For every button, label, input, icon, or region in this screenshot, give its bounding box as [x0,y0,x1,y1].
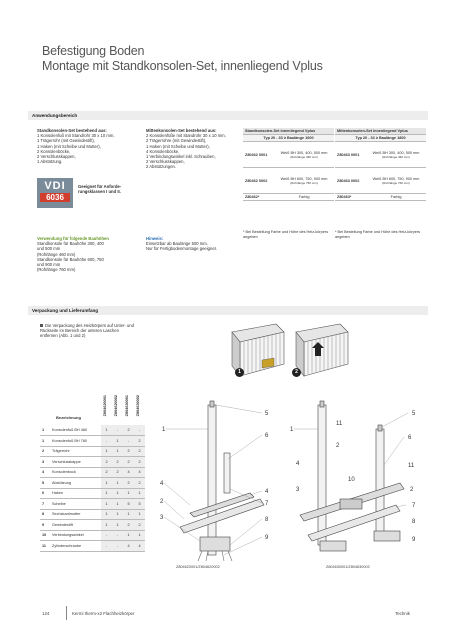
table1-code: Z80462 0001 [243,142,274,168]
part-name: Sechskantmutter [50,509,101,520]
svg-text:7: 7 [265,501,269,507]
part-qty: 2 [101,457,112,468]
parts-row [40,520,145,531]
parts-row [40,457,145,468]
set2-line: 2 Trägerrohre (mit Gewindestift), [146,138,207,144]
footer-product: Kermi therm-x2 Flachheizkörper [72,611,135,616]
svg-text:1: 1 [290,427,294,433]
svg-text:3: 3 [296,487,300,493]
part-qty: 2 [123,425,134,436]
set2-line: 2 Konsolenfüße mit Standrohr 30 x 10 mm, [146,133,226,139]
footer-divider [66,606,67,620]
set2-line: 2 Abstützungen. [146,164,177,170]
packaging-note: Die Verpackung des Heizkörpers auf Unter- und Rückseite im Bereich der unteren Laschen entfernen (Abb. 1 und 2) [40,323,134,339]
assembly-drawings [150,395,425,575]
svg-text:2: 2 [410,487,414,493]
svg-text:3: 3 [160,515,164,521]
svg-text:2: 2 [160,499,164,505]
part-number: 2 [40,446,50,457]
part-qty: - [134,425,145,436]
parts-row [40,478,145,489]
parts-row [40,425,145,436]
page-number: 124 [42,611,50,616]
parts-table-header [40,395,147,425]
part-name: Konsolenfuß BH 460 [50,425,101,436]
hinweis-block [146,236,242,252]
svg-text:2: 2 [336,443,340,449]
parts-row [40,530,145,541]
part-qty: - [101,541,112,552]
part-number: 7 [40,499,50,510]
part-qty: - [123,436,134,447]
parts-row [40,488,145,499]
parts-row [40,499,145,510]
part-qty: - [112,541,123,552]
part-qty: 1 [134,509,145,520]
verwendung-line: Standkonsole für Bauhöhe 300, 400 [37,241,104,247]
set2-line: 1 Verbindungswinkel inkl. Schrauben, [146,154,216,160]
part-name: Konsolenbock [50,467,101,478]
set1-line: 2 Verschlusskappen, [37,154,76,160]
part-name: Trägerrohr [50,446,101,457]
part-name: Konsolenfuß BH 760 [50,436,101,447]
part-qty: 1 [112,499,123,510]
svg-text:4: 4 [296,461,300,467]
svg-text:9: 9 [412,537,416,543]
part-qty: 2 [112,457,123,468]
part-qty: 1 [123,509,134,520]
part-qty: 2 [134,436,145,447]
table1-footnote: * Bei Bestellung Farbe und Höhe des Heiz-körpers angeben [243,230,329,240]
figure-number-2: 2 [292,368,301,377]
set1-line: 1 Haken (mit Scheibe und Mutter), [37,143,101,149]
table2-subheader: Typ 20 - 33 ≥ Baulänge 1800 [335,135,426,142]
vdi-logo-text: VDI [44,180,66,192]
verwendung-line: (Rohrlänge 460 mm) [37,251,76,257]
part-qty: 1 [112,436,123,447]
table1-desc: Farbig [274,194,334,201]
standkonsolen-set-list [37,128,137,164]
part-qty: 2 [123,520,134,531]
part-number: 1 [40,425,50,436]
parts-heading: Bezeichnung [56,415,81,420]
part-qty: 2 [134,520,145,531]
svg-text:6: 6 [265,433,269,439]
svg-text:8: 8 [412,519,416,525]
part-qty: 1 [112,520,123,531]
svg-text:6: 6 [408,435,412,441]
single-console-drawing [180,401,264,561]
verwendung-line: Standkonsole für Bauhöhe 600, 750 [37,256,104,262]
part-qty: 1 [112,446,123,457]
part-qty: 2 [123,446,134,457]
set2-heading: Mittenkonsolen-Set bestehend aus: [146,128,217,133]
table2-desc: Farbig [366,194,426,201]
part-qty: 2 [134,457,145,468]
part-number: 3 [40,457,50,468]
set2-line: 4 Konsolenböcke, [146,148,180,154]
vdi-logo-number: 6036 [40,193,70,202]
svg-text:9: 9 [265,535,269,541]
svg-text:1: 1 [162,427,166,433]
part-qty: - [101,436,112,447]
table2-desc: Weiß BH 600, 750, 900 mm (Rohrlänge 760 mm) [366,168,426,194]
part-qty: 5 [123,499,134,510]
verwendung-line: und 500 mm [37,246,61,252]
svg-text:5: 5 [265,411,269,417]
vdi-text: Geeignet für Anforde-rungsklassen I und II. [78,184,122,195]
part-number: 11 [40,541,50,552]
part-qty: 4 [134,541,145,552]
radiator-figure-2 [296,324,348,376]
table1-code: Z80462 0002 [243,168,274,194]
parts-col-header: Z804620001 [103,395,107,417]
set1-line: 1 Konsolenfuß mit Standrohr 30 x 10 mm, [37,133,115,139]
standkonsolen-table [243,128,334,201]
hinweis-line: Einsetzbar ab Baulänge 500 mm. [146,241,208,247]
table1-desc: Weiß BH 300, 400, 500 mm (Rohrlänge 460 mm) [274,142,334,168]
parts-table [40,425,145,552]
svg-text:4: 4 [160,481,164,487]
verwendung-line: (Rohrlänge 760 mm) [37,267,76,273]
set1-line: 2 Konsolenböcke, [37,148,71,154]
set1-line: 1 Trägerrohr (mit Gewindestift), [37,138,95,144]
mittenkonsolen-table [335,128,426,201]
parts-row [40,436,145,447]
parts-row [40,541,145,552]
set1-heading: Standkonsolen-Set bestehend aus: [37,128,107,133]
part-qty: 1 [101,509,112,520]
part-name: Verschlusskappe [50,457,101,468]
table2-code: Z80463 0001 [335,142,366,168]
svg-text:7: 7 [412,503,416,509]
page-title [42,44,323,74]
table2-code: Z80463* [335,194,366,201]
packaging-illustration [228,320,358,390]
verwendung-heading: Verwendung für folgende Bauhöhen [37,236,109,241]
part-qty: 2 [134,478,145,489]
part-qty: 2 [123,478,134,489]
parts-col-header: Z804630002 [136,395,140,417]
part-qty: 1 [134,488,145,499]
svg-text:8: 8 [265,517,269,523]
part-qty: 1 [101,499,112,510]
drawing-caption-1: Z804620001/Z804620002 [176,565,220,569]
parts-col-header: Z804630001 [125,395,129,417]
part-name: Verbindungswinkel [50,530,101,541]
section-anwendungsbereich: Anwendungsbereich [28,111,428,120]
section-verpackung: Verpackung und Lieferumfang [28,306,428,315]
svg-text:4: 4 [265,489,269,495]
part-qty: 4 [123,541,134,552]
parts-col-header: Z804620002 [114,395,118,417]
part-name: Haken [50,488,101,499]
part-number: 10 [40,530,50,541]
part-name: Zylinderschraube [50,541,101,552]
figure-number-1: 1 [235,368,244,377]
bullet-icon [40,324,43,327]
part-qty: 2 [123,457,134,468]
part-number: 4 [40,467,50,478]
part-qty: 1 [101,488,112,499]
table2-desc: Weiß BH 300, 400, 500 mm (Rohrlänge 460 mm) [366,142,426,168]
table1-header: Standkonsolen-Set innenliegend Vplus [243,128,334,135]
set2-line: 2 Verschlusskappen, [146,159,185,165]
hinweis-heading: Hinweis: [146,236,164,241]
set2-line: 1 Haken (mit Scheibe und Mutter), [146,143,210,149]
part-number: 6 [40,488,50,499]
leader-lines [164,405,408,555]
part-qty: 1 [101,520,112,531]
parts-row [40,509,145,520]
table1-subheader: Typ 20 - 33 ≥ Baulänge 1600 [243,135,334,142]
svg-text:11: 11 [408,463,415,469]
part-qty: 2 [101,467,112,478]
part-qty: 2 [112,467,123,478]
svg-text:10: 10 [348,477,355,483]
part-qty: 1 [123,530,134,541]
part-name: Scheibe [50,499,101,510]
drawing-caption-2: Z804630001/Z804630002 [326,565,370,569]
part-qty: 1 [134,530,145,541]
parts-row [40,446,145,457]
part-qty: 4 [134,467,145,478]
part-qty: 4 [123,467,134,478]
part-qty: 1 [123,488,134,499]
parts-row [40,467,145,478]
table2-code: Z80463 0002 [335,168,366,194]
part-qty: 1 [101,478,112,489]
vdi-6036-logo [37,178,73,208]
part-number: 1 [40,436,50,447]
part-qty: 5 [134,499,145,510]
table1-desc: Weiß BH 600, 750, 900 mm (Rohrlänge 760 mm) [274,168,334,194]
part-qty: 1 [112,488,123,499]
part-qty: - [112,530,123,541]
footer-section: Technik [395,611,410,616]
mittenkonsolen-set-list [146,128,242,170]
title-line-2: Montage mit Standkonsolen-Set, innenliegend Vplus [42,59,323,73]
part-number: 8 [40,509,50,520]
part-name: Gewindestift [50,520,101,531]
part-qty: - [101,530,112,541]
verwendung-block [37,236,137,272]
part-qty: 1 [112,478,123,489]
part-qty: 2 [134,446,145,457]
table2-header: Mittenkonsolen-Set innenliegend Vplus [335,128,426,135]
hinweis-line: Nur für Fertigbodenmontage geeignet. [146,246,217,252]
part-number: 9 [40,520,50,531]
title-line-1: Befestigung Boden [42,44,145,58]
svg-text:5: 5 [412,411,416,417]
part-qty: 1 [101,425,112,436]
part-number: 5 [40,478,50,489]
set1-line: 1 Abstützung. [37,159,63,165]
part-qty: 1 [112,509,123,520]
svg-text:11: 11 [336,421,343,427]
table2-footnote: * Bei Bestellung Farbe und Höhe des Heiz-körpers angeben [335,230,421,240]
part-name: Abstützung [50,478,101,489]
part-qty: 1 [101,446,112,457]
table1-code: Z80462* [243,194,274,201]
part-qty: - [112,425,123,436]
verwendung-line: und 900 mm [37,262,61,268]
